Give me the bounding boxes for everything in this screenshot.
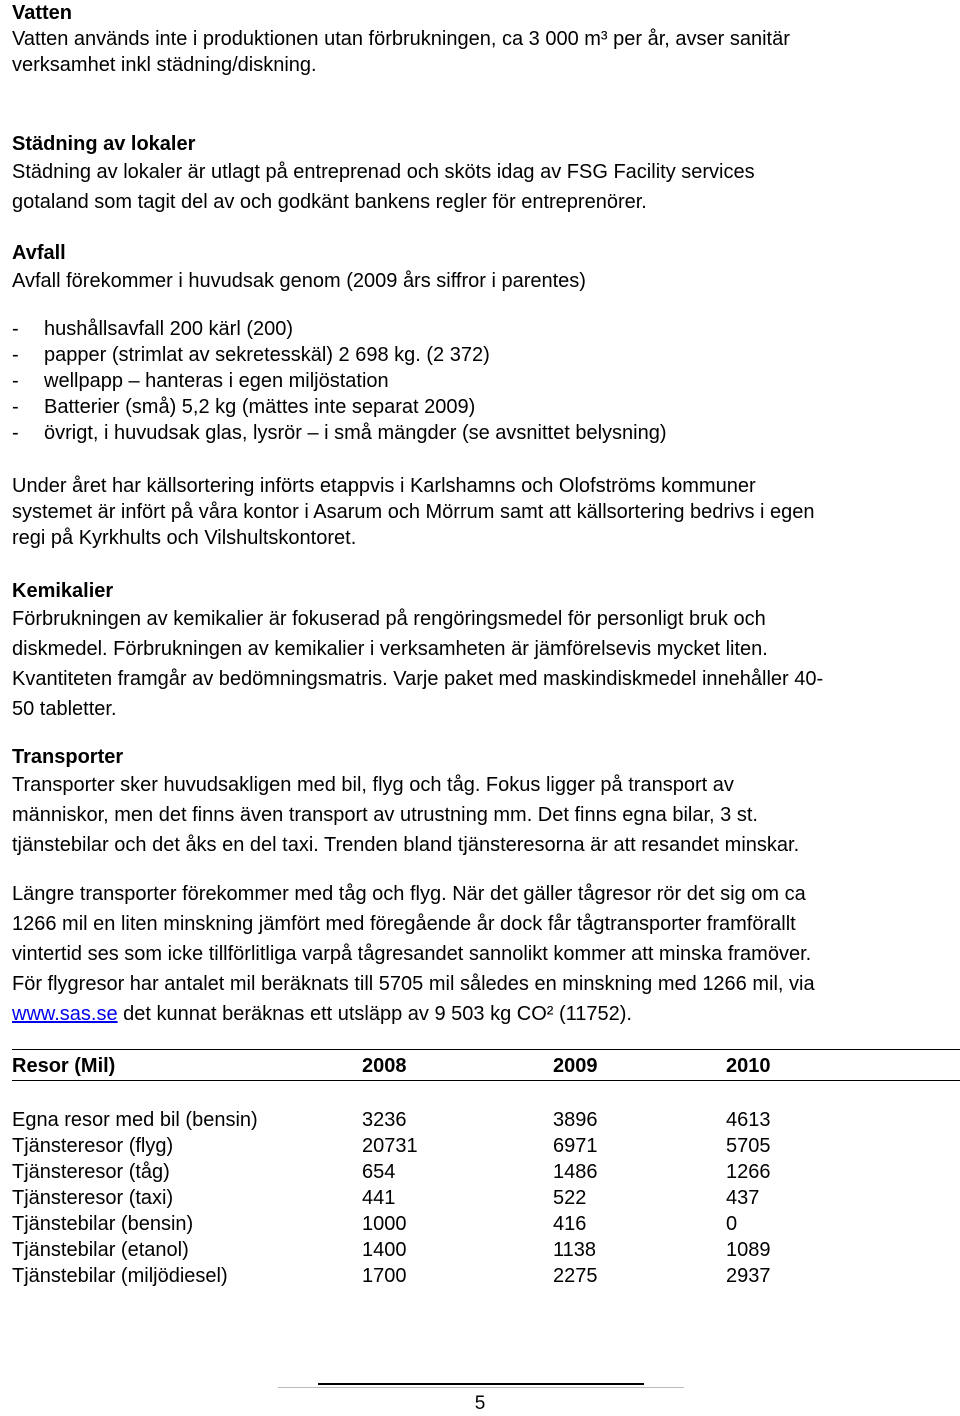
list-item: - övrigt, i huvudsak glas, lysrör – i små mängder (se avsnittet belysning) xyxy=(12,422,667,444)
list-item: - hushållsavfall 200 kärl (200) xyxy=(12,318,294,340)
transporter-line-8: www.sas.se det kunnat beräknas ett utsläpp av 9 503 kg CO² (11752). xyxy=(12,1003,632,1025)
list-item: - wellpapp – hanteras i egen miljöstation xyxy=(12,370,389,392)
kemikalier-line-3: Kvantiteten framgår av bedömningsmatris. Varje paket med maskindiskmedel innehåller 40- xyxy=(12,668,824,690)
transporter-line-3: tjänstebilar och det åks en del taxi. Trenden bland tjänsteresorna är att resandet minskar. xyxy=(12,834,800,856)
page-number: 5 xyxy=(474,1393,486,1414)
avfall-para-line-2: systemet är infört på våra kontor i Asarum och Mörrum samt att källsortering bedrivs i egen xyxy=(12,501,815,523)
avfall-paragraph xyxy=(12,473,952,551)
header-resor: Resor (Mil) xyxy=(12,1055,116,1077)
sas-link[interactable]: www.sas.se xyxy=(12,1003,118,1025)
heading-vatten: Vatten xyxy=(12,2,73,24)
avfall-intro: Avfall förekommer i huvudsak genom (2009 års siffror i parentes) xyxy=(12,270,586,292)
header-2008: 2008 xyxy=(362,1055,407,1077)
section-avfall xyxy=(12,240,952,296)
avfall-list xyxy=(12,316,952,446)
header-2010: 2010 xyxy=(726,1055,771,1077)
table-top-rule xyxy=(12,1049,960,1050)
transporter-line-6: vintertid ses som icke tillförlitliga varpå tågresandet sannolikt kommer att minska framöver. xyxy=(12,943,812,965)
section-kemikalier xyxy=(12,578,952,724)
footer-rule-light xyxy=(278,1387,684,1388)
avfall-para-line-3: regi på Kyrkhults och Vilshultskontoret. xyxy=(12,527,357,549)
stadning-line-1: Städning av lokaler är utlagt på entreprenad och sköts idag av FSG Facility services xyxy=(12,161,755,183)
transporter-line-5: 1266 mil en liten minskning jämfört med föregående år dock får tågtransporter framförallt xyxy=(12,913,796,935)
transporter-line-1: Transporter sker huvudsakligen med bil, flyg och tåg. Fokus ligger på transport av xyxy=(12,774,734,796)
heading-stadning: Städning av lokaler xyxy=(12,133,196,155)
footer-rule xyxy=(318,1383,644,1385)
transporter-line-2: människor, men det finns även transport av utrustning mm. Det finns egna bilar, 3 st. xyxy=(12,804,758,826)
heading-transporter: Transporter xyxy=(12,746,124,768)
stadning-line-2: gotaland som tagit del av och godkänt bankens regler för entreprenörer. xyxy=(12,191,647,213)
heading-avfall: Avfall xyxy=(12,242,66,264)
list-item: - papper (strimlat av sekretesskäl) 2 698 kg. (2 372) xyxy=(12,344,490,366)
vatten-line-2: verksamhet inkl städning/diskning. xyxy=(12,54,317,76)
transporter-line-4: Längre transporter förekommer med tåg och flyg. När det gäller tågresor rör det sig om ca xyxy=(12,883,806,905)
section-transporter xyxy=(12,744,952,860)
vatten-line-1: Vatten används inte i produktionen utan förbrukningen, ca 3 000 m³ per år, avser sanitär xyxy=(12,28,790,50)
avfall-para-line-1: Under året har källsortering införts etappvis i Karlshamns och Olofströms kommuner xyxy=(12,475,756,497)
kemikalier-line-2: diskmedel. Förbrukningen av kemikalier i verksamheten är jämförelsevis mycket liten. xyxy=(12,638,768,660)
section-stadning xyxy=(12,131,952,217)
table-header-rule xyxy=(12,1080,960,1081)
list-item: - Batterier (små) 5,2 kg (mättes inte separat 2009) xyxy=(12,396,476,418)
header-2009: 2009 xyxy=(553,1055,598,1077)
kemikalier-line-4: 50 tabletter. xyxy=(12,698,117,720)
transporter-line-7: För flygresor har antalet mil beräknats till 5705 mil således en minskning med 1266 mil, via xyxy=(12,973,815,995)
kemikalier-line-1: Förbrukningen av kemikalier är fokuserad på rengöringsmedel för personligt bruk och xyxy=(12,608,766,630)
transporter-paragraph-2 xyxy=(12,879,952,1029)
heading-kemikalier: Kemikalier xyxy=(12,580,114,602)
section-vatten xyxy=(12,0,952,78)
